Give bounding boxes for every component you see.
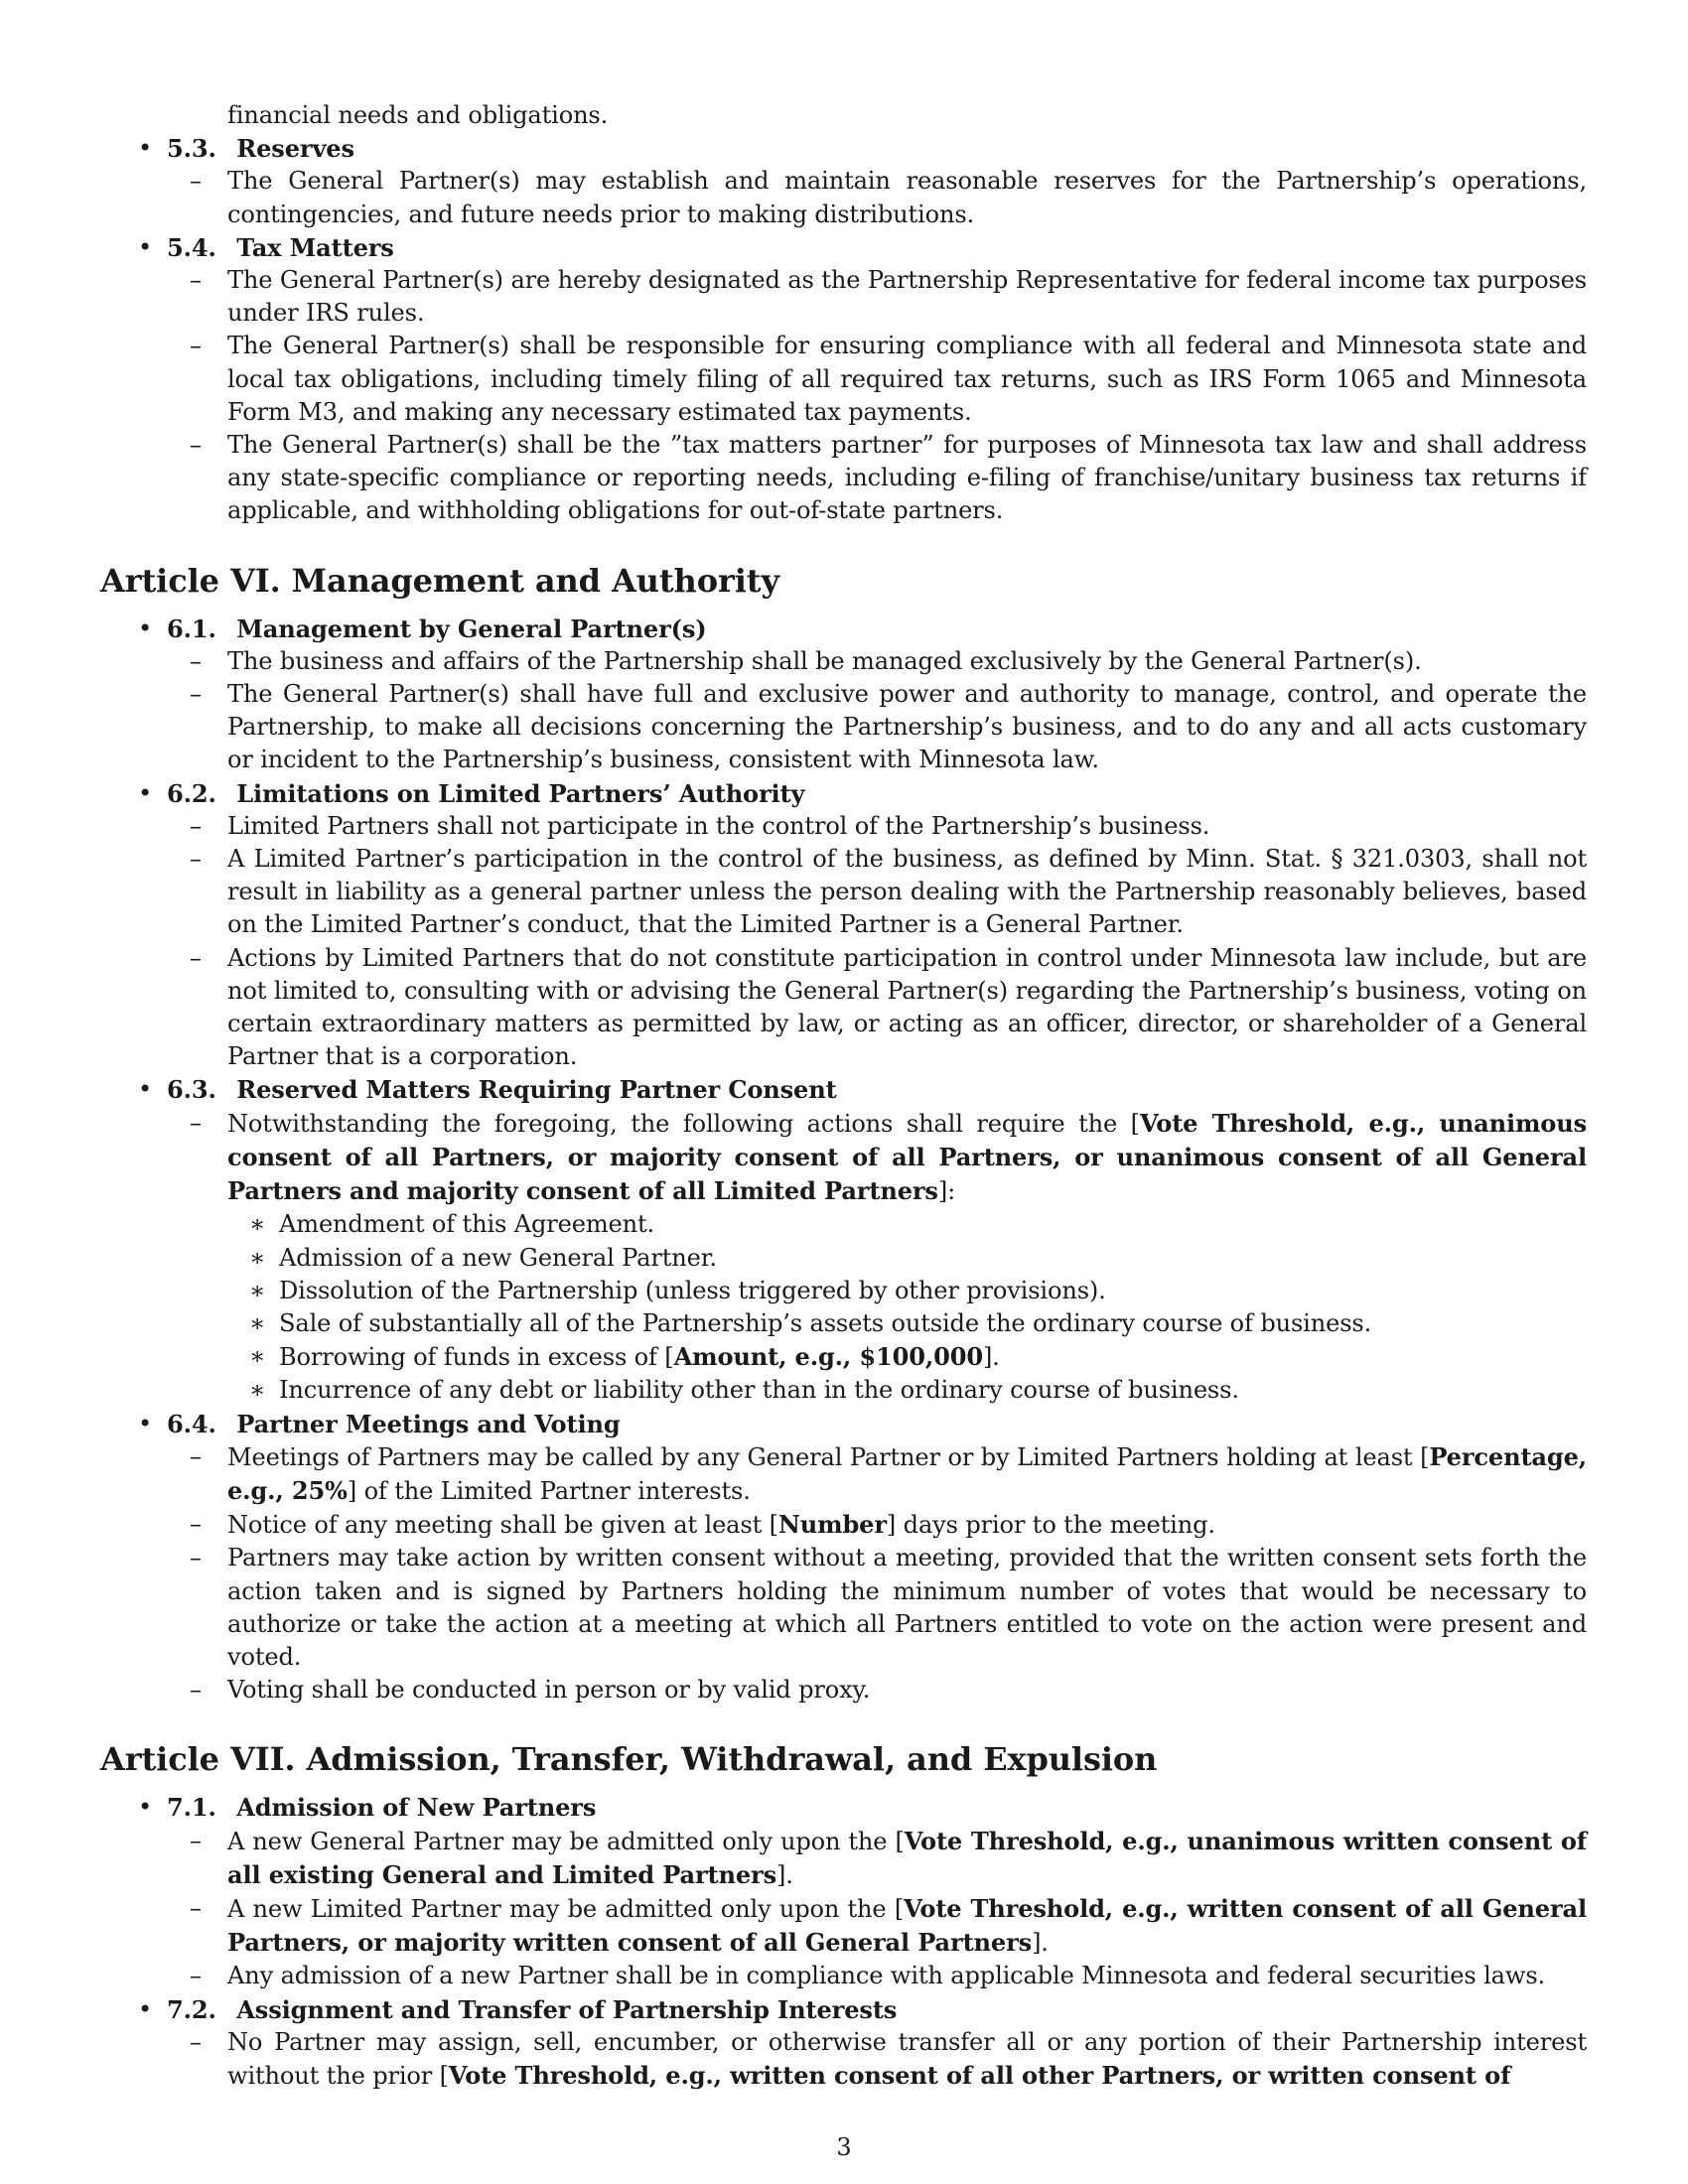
item-text: Partners may take action by written consent without a meeting, provided that the written consent sets forth the action taken and is signed by Partners holding the minimum number of votes that would be necessary to authorize or take the action at a meeting at which all Partners entitled to vote on the action were present and voted. — [227, 1544, 1587, 1671]
section-title: Limitations on Limited Partners’ Authority — [236, 778, 805, 808]
item-text: Actions by Limited Partners that do not constitute participation in control under Minnesota law include, but are not limited to, consulting with or advising the General Partner(s) regarding the Partnership’s business, voting on certain extraordinary matters as permitted by law, or acting as an officer, director, or shareholder of a General Partner that is a corporation. — [227, 943, 1587, 1071]
section-number: 6.3. — [167, 1075, 216, 1105]
sub-item-text: Borrowing of funds in excess of [ — [279, 1343, 674, 1372]
item-text: ]: — [937, 1177, 956, 1206]
item-text: The General Partner(s) may establish and maintain reasonable reserves for the Partnership’s operations, contingencies, and future needs prior to making distributions. — [227, 167, 1587, 228]
item-text: ] of the Limited Partner interests. — [347, 1476, 751, 1505]
sub-item — [249, 1340, 1587, 1374]
placeholder-text: Vote Threshold, e.g., written consent of all other Partners, or written consent of — [448, 2060, 1511, 2090]
list-item — [190, 1508, 1587, 1542]
list-item — [190, 1440, 1587, 1508]
section-number: 5.4. — [167, 232, 216, 262]
sub-item — [249, 1242, 1587, 1275]
dash-icon: – — [190, 266, 202, 295]
list-item — [190, 429, 1587, 528]
asterisk-icon: ∗ — [249, 1342, 266, 1371]
item-text: A new Limited Partner may be admitted only upon the [ — [227, 1894, 905, 1923]
item-text: The General Partner(s) are hereby designated as the Partnership Representative for federal income tax purposes under IRS rules. — [227, 266, 1587, 328]
placeholder-text: Vote Threshold, e.g., written consent of all General Partners, or majority written consent of all General Partners — [227, 1893, 1587, 1958]
sub-item — [249, 1275, 1587, 1307]
section-title: Assignment and Transfer of Partnership Interests — [236, 1994, 898, 2024]
section-heading — [138, 1408, 1587, 1440]
page-number: 3 — [836, 2133, 852, 2161]
item-text: The General Partner(s) shall have full and exclusive power and authority to manage, control, and operate the Partnership, to make all decisions concerning the Partnership’s business, and to do any and all acts customary or incident to the Partnership’s business, consistent with Minnesota law. — [227, 680, 1587, 774]
list-item — [190, 330, 1587, 429]
dash-icon: – — [190, 332, 202, 360]
section-title: Tax Matters — [236, 232, 394, 262]
section-number: 5.3. — [167, 134, 216, 164]
dash-icon: – — [190, 943, 202, 972]
dash-icon: – — [190, 167, 202, 196]
section-number: 6.1. — [167, 614, 216, 643]
list-item — [190, 2026, 1587, 2093]
dash-icon: – — [190, 680, 202, 709]
sub-item-text: Incurrence of any debt or liability other than in the ordinary course of business. — [279, 1376, 1239, 1405]
sub-item-text: Amendment of this Agreement. — [279, 1210, 655, 1239]
bullet-icon: • — [138, 134, 153, 163]
placeholder-text: Number — [777, 1510, 887, 1540]
item-text: Meetings of Partners may be called by any General Partner or by Limited Partners holding at least [ — [227, 1442, 1430, 1471]
list-item — [190, 843, 1587, 942]
sub-item — [249, 1307, 1587, 1340]
list-item — [190, 264, 1587, 330]
section-title: Reserves — [236, 134, 354, 164]
placeholder-text: Vote Threshold, e.g., unanimous consent of all Partners, or majority consent of all Partners, or unanimous consent of all General Partners and majority consent of all Limited Partners — [227, 1108, 1588, 1206]
bullet-icon: • — [138, 232, 153, 261]
item-text: Any admission of a new Partner shall be in compliance with applicable Minnesota and federal securities laws. — [227, 1962, 1546, 1990]
section-heading — [138, 231, 1587, 264]
page-content — [100, 99, 1587, 2093]
sub-item-text: ]. — [982, 1343, 1000, 1372]
asterisk-icon: ∗ — [249, 1210, 266, 1239]
list-item — [190, 165, 1587, 230]
section-heading — [138, 132, 1587, 165]
section-title: Reserved Matters Requiring Partner Consent — [236, 1075, 837, 1105]
section-heading — [138, 1791, 1587, 1824]
section-title: Partner Meetings and Voting — [236, 1409, 621, 1438]
bullet-icon: • — [138, 614, 153, 642]
section-heading — [138, 1073, 1587, 1106]
section-title: Management by General Partner(s) — [236, 614, 707, 643]
section-heading — [138, 1993, 1587, 2026]
bullet-icon: • — [138, 1793, 153, 1822]
continuation-text: financial needs and obligations. — [227, 101, 609, 129]
section-number: 6.4. — [167, 1409, 216, 1438]
item-text: ] days prior to the meeting. — [886, 1511, 1215, 1540]
dash-icon: – — [190, 2027, 202, 2056]
item-text: The General Partner(s) shall be the ”tax matters partner” for purposes of Minnesota tax law and shall address any state-specific compliance or reporting needs, including e-filing of franchise/unitary business tax returns if applicable, and withholding obligations for out-of-state partners. — [227, 431, 1587, 525]
dash-icon: – — [190, 811, 202, 840]
list-item — [190, 1674, 1587, 1706]
article-title: Article VII. Admission, Transfer, Withdrawal, and Expulsion — [100, 1740, 1158, 1779]
sub-item-text: Admission of a new General Partner. — [279, 1243, 717, 1272]
asterisk-icon: ∗ — [249, 1376, 266, 1405]
sub-item — [249, 1374, 1587, 1407]
dash-icon: – — [190, 1676, 202, 1705]
section-number: 7.1. — [167, 1793, 216, 1823]
item-text: Notice of any meeting shall be given at least [ — [227, 1511, 778, 1540]
section-heading — [138, 777, 1587, 810]
asterisk-icon: ∗ — [249, 1276, 266, 1304]
bullet-icon: • — [138, 778, 153, 807]
dash-icon: – — [190, 1962, 202, 1990]
item-text: The business and affairs of the Partnership shall be managed exclusively by the General Partner(s). — [227, 646, 1422, 675]
dash-icon: – — [190, 1108, 202, 1137]
list-item — [190, 1107, 1588, 1209]
asterisk-icon: ∗ — [249, 1308, 266, 1337]
item-text: Notwithstanding the foregoing, the following actions shall require the [ — [227, 1109, 1140, 1138]
list-item — [190, 1892, 1587, 1960]
list-item — [190, 942, 1587, 1074]
bullet-icon: • — [138, 1994, 153, 2023]
section-number: 7.2. — [167, 1994, 216, 2024]
placeholder-text: Vote Threshold, e.g., unanimous written consent of all existing General and Limited Partners — [227, 1826, 1587, 1889]
dash-icon: – — [190, 1441, 202, 1470]
placeholder-text: Amount, e.g., $100,000 — [673, 1342, 983, 1372]
dash-icon: – — [190, 845, 202, 874]
sub-item-text: Dissolution of the Partnership (unless triggered by other provisions). — [279, 1276, 1106, 1304]
list-item — [190, 678, 1587, 777]
item-text: Limited Partners shall not participate in the control of the Partnership’s business. — [227, 811, 1210, 840]
item-text: No Partner may assign, sell, encumber, or otherwise transfer all or any portion of their Partnership interest without the prior [ — [227, 2027, 1587, 2090]
item-text: ]. — [1032, 1929, 1049, 1958]
dash-icon: – — [190, 431, 202, 460]
dash-icon: – — [190, 1826, 202, 1854]
dash-icon: – — [190, 1893, 202, 1922]
item-text: A new General Partner may be admitted only upon the [ — [227, 1827, 905, 1855]
list-item — [190, 1542, 1587, 1674]
item-text: Voting shall be conducted in person or by valid proxy. — [227, 1676, 871, 1705]
sub-item — [249, 1208, 1587, 1241]
bullet-icon: • — [138, 1075, 153, 1104]
article-title: Article VI. Management and Authority — [100, 561, 779, 600]
dash-icon: – — [190, 646, 202, 675]
item-text: ]. — [776, 1860, 793, 1889]
section-title: Admission of New Partners — [236, 1793, 597, 1823]
section-heading — [138, 613, 1587, 645]
list-item — [190, 1825, 1587, 1892]
asterisk-icon: ∗ — [249, 1243, 266, 1272]
dash-icon: – — [190, 1544, 202, 1572]
bullet-icon: • — [138, 1409, 153, 1437]
item-text: The General Partner(s) shall be responsible for ensuring compliance with all federal and Minnesota state and local tax obligations, including timely filing of all required tax returns, such as IRS Form 1065 and Minnesota Form M3, and making any necessary estimated tax payments. — [227, 332, 1587, 426]
sub-item-text: Sale of substantially all of the Partnership’s assets outside the ordinary course of business. — [279, 1308, 1372, 1337]
item-text: A Limited Partner’s participation in the control of the business, as defined by Minn. Stat. § 321.0303, shall not result in liability as a general partner unless the person dealing with the Partnership reasonably believes, based on the Limited Partner’s conduct, that the Limited Partner is a General Partner. — [227, 845, 1587, 939]
list-item — [190, 810, 1587, 843]
dash-icon: – — [190, 1510, 202, 1539]
list-item — [190, 1960, 1587, 1992]
list-item — [190, 645, 1587, 678]
placeholder-text: Percentage, e.g., 25% — [227, 1441, 1587, 1505]
section-number: 6.2. — [167, 778, 216, 808]
